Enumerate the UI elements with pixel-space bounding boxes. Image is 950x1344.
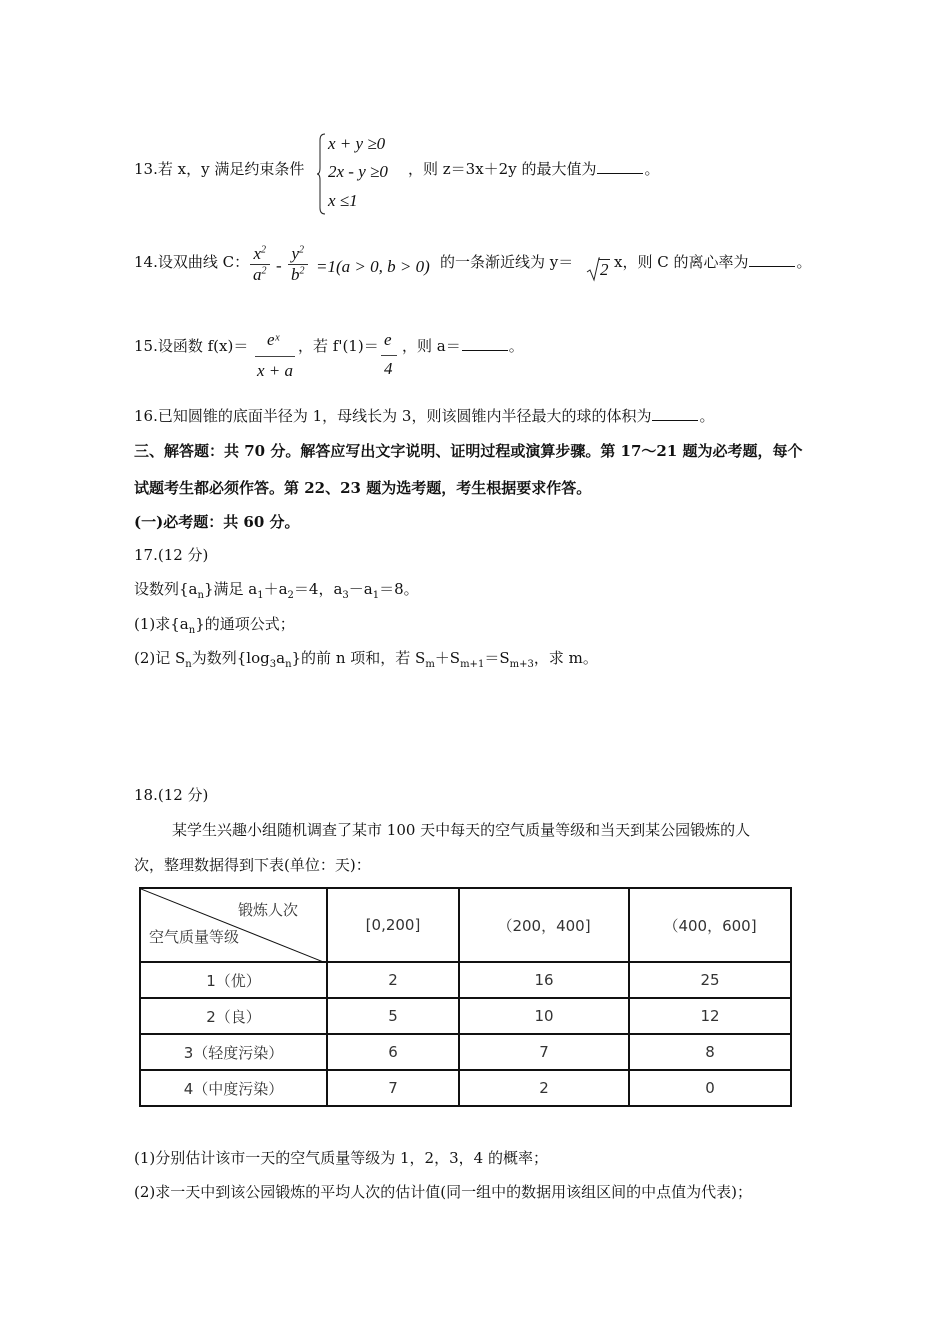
table-row	[140, 1070, 791, 1106]
table-row	[140, 998, 791, 1034]
t: ，求 m。	[533, 649, 598, 667]
table-cell: 10	[459, 998, 629, 1034]
q16-end: 。	[699, 407, 715, 425]
q15-end: 。	[508, 337, 524, 355]
table-row	[140, 962, 791, 998]
q17-part2	[134, 647, 598, 670]
q14-minus: -	[276, 256, 282, 275]
table-cell: 7	[459, 1034, 629, 1070]
t: －a	[348, 580, 373, 598]
q16	[134, 405, 715, 426]
t: }的前 n 项和，若 S	[291, 649, 426, 667]
sub: n	[285, 659, 292, 670]
q15-mid: ，若 f'(1)＝	[298, 337, 379, 355]
q13-brace	[317, 132, 327, 216]
q17-part1	[134, 613, 295, 636]
corner-top-label: 锻炼人次	[237, 901, 298, 919]
column-header: （200，400]	[459, 888, 629, 962]
q14-frac-y: $\frac{y^2}{b^2}$	[288, 244, 308, 285]
t: ＝8。	[379, 580, 419, 598]
q13-end: 。	[644, 160, 660, 178]
q14-prefix: 14.设双曲线 C：	[134, 253, 250, 271]
q14-after	[614, 251, 812, 272]
t: (2)记 S	[134, 649, 186, 667]
q13-suffix	[408, 158, 659, 179]
table-cell: 6	[327, 1034, 459, 1070]
table-cell: 8	[629, 1034, 791, 1070]
t: a	[276, 649, 286, 667]
q15-fraction-bar	[255, 356, 295, 357]
sub: m	[425, 659, 435, 670]
sub: n	[188, 625, 196, 636]
table-cell: 0	[629, 1070, 791, 1106]
q18-para-line1: 某学生兴趣小组随机调查了某市 100 天中每天的空气质量等级和当天到某公园锻炼的人	[172, 821, 751, 839]
q15-numerator-2: e	[384, 330, 392, 349]
q13-constraint-2: 2x - y ≥0	[328, 162, 388, 181]
t: }满足 a	[203, 580, 258, 598]
t: 设数列{a	[134, 580, 198, 598]
t: ＋a	[263, 580, 288, 598]
q17-head: 17.(12 分)	[134, 546, 209, 564]
table-cell: 5	[327, 998, 459, 1034]
q14-end: 。	[796, 253, 812, 271]
table-cell: 25	[629, 962, 791, 998]
q13-constraint-3: x ≤1	[328, 191, 358, 210]
q18-para-line2: 次，整理数据得到下表(单位：天)：	[134, 856, 371, 874]
q15-after	[402, 335, 524, 356]
sub: 2	[287, 590, 294, 601]
column-header: [0,200]	[327, 888, 459, 962]
q13-suffix-text: ，则 z＝3x＋2y 的最大值为	[408, 160, 597, 178]
table-header-row	[140, 888, 791, 962]
sub: n	[197, 590, 204, 601]
table-cell: 2	[327, 962, 459, 998]
sub: 1	[257, 590, 264, 601]
subsection-heading: (一)必考题：共 60 分。	[134, 513, 300, 531]
q17-condition	[134, 578, 419, 601]
q14-frac-x: $\frac{x^2}{a^2}$	[250, 244, 270, 285]
sub: 3	[269, 659, 277, 670]
row-label: 2（良）	[140, 998, 327, 1034]
data-table	[139, 887, 792, 1107]
section-heading-line1: 三、解答题：共 70 分。解答应写出文字说明、证明过程或演算步骤。第 17～21 题为必考题，每个	[134, 442, 803, 460]
table-corner-cell	[140, 888, 327, 962]
sub: 1	[372, 590, 380, 601]
t: }的通项公式；	[195, 615, 295, 633]
q18-part2: (2)求一天中到该公园锻炼的平均人次的估计值(同一组中的数据用该组区间的中点值为代表)；	[134, 1183, 752, 1201]
answer-blank	[749, 265, 795, 267]
sub: n	[185, 659, 192, 670]
sub: m+3	[509, 659, 534, 670]
row-label: 1（优）	[140, 962, 327, 998]
corner-bottom-label: 空气质量等级	[149, 928, 240, 946]
q15-after-text: ，则 a＝	[402, 337, 461, 355]
table-cell: 12	[629, 998, 791, 1034]
q13-prefix: 13.若 x，y 满足约束条件	[134, 160, 305, 178]
table-cell: 7	[327, 1070, 459, 1106]
answer-blank	[462, 349, 508, 351]
q14-after-text: x，则 C 的离心率为	[614, 253, 749, 271]
q18-part1: (1)分别估计该市一天的空气质量等级为 1，2，3，4 的概率；	[134, 1149, 548, 1167]
row-label: 4（中度污染）	[140, 1070, 327, 1106]
q15-denominator: x + a	[257, 361, 294, 380]
q14-rhs: =1(a > 0, b > 0)	[316, 257, 430, 276]
t: ＝4，a	[293, 580, 343, 598]
table-cell: 16	[459, 962, 629, 998]
q18-head: 18.(12 分)	[134, 786, 209, 804]
answer-blank	[597, 172, 643, 174]
q15-denominator-2: 4	[384, 359, 393, 378]
q14-mid: 的一条渐近线为 y＝	[440, 253, 574, 271]
sub: m+1	[460, 659, 485, 670]
q13-constraint-1: x + y ≥0	[328, 134, 386, 153]
t: (1)求{a	[134, 615, 189, 633]
t: 为数列{log	[191, 649, 270, 667]
sub: 3	[342, 590, 349, 601]
sqrt-icon	[586, 256, 600, 282]
t: ＋S	[434, 649, 461, 667]
section-heading-line2: 试题考生都必须作答。第 22、23 题为选考题，考生根据要求作答。	[134, 479, 592, 497]
table-row	[140, 1034, 791, 1070]
column-header: （400，600]	[629, 888, 791, 962]
t: ＝S	[484, 649, 510, 667]
q14-sqrt-value: 2	[600, 260, 609, 279]
q15-prefix: 15.设函数 f(x)＝	[134, 337, 249, 355]
q16-text: 16.已知圆锥的底面半径为 1，母线长为 3，则该圆锥内半径最大的球的体积为	[134, 407, 652, 425]
row-label: 3（轻度污染）	[140, 1034, 327, 1070]
q15-numerator: eˣ	[267, 330, 280, 349]
answer-blank	[652, 419, 698, 421]
q15-fraction-bar-2	[381, 355, 397, 356]
table-cell: 2	[459, 1070, 629, 1106]
